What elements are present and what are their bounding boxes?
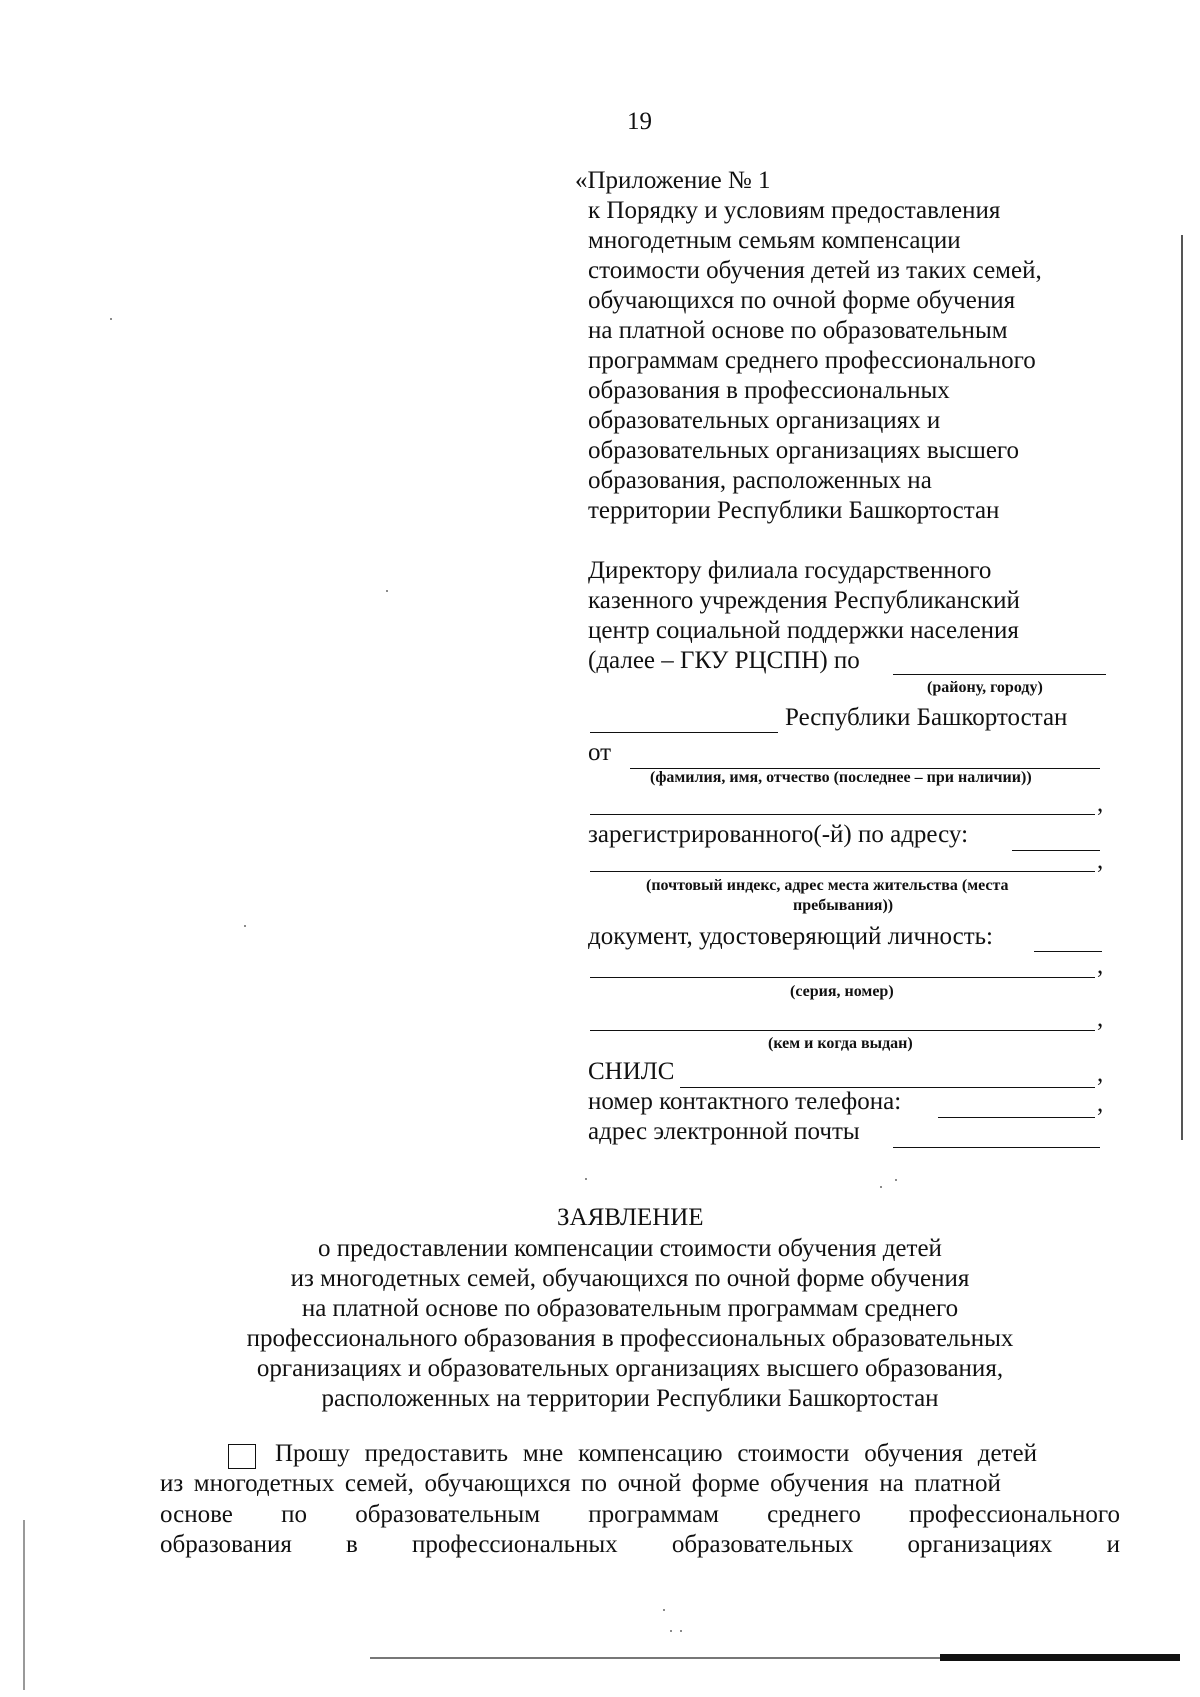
scan-speck	[110, 318, 112, 320]
body-word: по	[281, 1501, 307, 1528]
hint-address-1: (почтовый индекс, адрес места жительства (места	[646, 877, 1009, 894]
page-number: 19	[627, 108, 652, 135]
appendix-title: «Приложение № 1	[575, 167, 771, 194]
addressee-line: (далее – ГКУ РЦСПН) по	[588, 647, 860, 674]
phone-field[interactable]	[938, 1093, 1095, 1118]
address-field-1[interactable]	[1012, 826, 1100, 851]
scan-speck	[386, 590, 388, 592]
appendix-line: на платной основе по образовательным	[588, 317, 1008, 344]
scan-edge-left	[23, 1520, 25, 1690]
statement-subtitle-line: профессионального образования в профессиональных образовательных	[246, 1325, 1014, 1352]
body-line-1: Прошу предоставить мне компенсацию стоимости обучения детей	[275, 1440, 1037, 1467]
appendix-line: образовательных организациях и	[588, 407, 941, 434]
appendix-line: образования в профессиональных	[588, 377, 950, 404]
body-line-3	[160, 1500, 1120, 1530]
comma: ,	[1097, 847, 1104, 874]
snils-label: СНИЛС	[588, 1058, 675, 1085]
hint-series: (серия, номер)	[790, 983, 894, 1000]
appendix-line: к Порядку и условиям предоставления	[588, 197, 1001, 224]
appendix-line: обучающихся по очной форме обучения	[588, 287, 1016, 314]
body-word: в	[346, 1531, 358, 1558]
hint-address-2: пребывания))	[793, 897, 894, 914]
scan-speck	[880, 1186, 882, 1188]
appendix-line: программам среднего профессионального	[588, 347, 1036, 374]
statement-subtitle-line: организациях и образовательных организациях высшего образования,	[256, 1355, 1004, 1382]
statement-subtitle-line: из многодетных семей, обучающихся по очной форме обучения	[290, 1265, 970, 1292]
scan-edge-right	[1181, 235, 1183, 1140]
statement-subtitle-line: расположенных на территории Республики Башкортостан	[321, 1385, 939, 1412]
scan-speck	[244, 925, 246, 927]
applicant-name-field-2[interactable]	[590, 792, 1095, 815]
district-field[interactable]	[893, 650, 1106, 675]
document-series-field[interactable]	[590, 955, 1095, 978]
addressee-line: центр социальной поддержки населения	[588, 617, 1019, 644]
document-field-1[interactable]	[1034, 927, 1102, 952]
comma: ,	[1097, 1060, 1104, 1087]
body-word: организациях	[907, 1531, 1053, 1558]
body-line-2: из многодетных семей, обучающихся по очной форме обучения на платной	[160, 1470, 1001, 1497]
body-line-4	[160, 1530, 1120, 1560]
body-word: основе	[160, 1501, 233, 1528]
republic-label: Республики Башкортостан	[785, 704, 1068, 731]
scan-speck	[585, 1178, 587, 1180]
body-word: и	[1106, 1531, 1120, 1558]
statement-title: ЗАЯВЛЕНИЕ	[557, 1204, 704, 1231]
registered-label: зарегистрированного(-й) по адресу:	[588, 821, 969, 848]
body-word: профессиональных	[412, 1531, 618, 1558]
addressee-line: Директору филиала государственного	[588, 557, 992, 584]
body-word: программам	[588, 1501, 719, 1528]
body-word: образовательным	[355, 1501, 541, 1528]
region-field[interactable]	[590, 706, 778, 733]
phone-label: номер контактного телефона:	[588, 1088, 902, 1115]
email-label: адрес электронной почты	[588, 1118, 860, 1145]
scan-bottom-bar-thick	[940, 1654, 1180, 1661]
comma: ,	[1097, 790, 1104, 817]
snils-field[interactable]	[680, 1063, 1095, 1088]
scan-speck	[895, 1179, 897, 1181]
email-field[interactable]	[893, 1123, 1100, 1148]
statement-subtitle-line: о предоставлении компенсации стоимости обучения детей	[318, 1235, 942, 1262]
hint-issued: (кем и когда выдан)	[768, 1035, 913, 1052]
comma: ,	[1097, 1005, 1104, 1032]
addressee-line: казенного учреждения Республиканский	[588, 587, 1020, 614]
request-checkbox[interactable]	[228, 1444, 256, 1469]
hint-name: (фамилия, имя, отчество (последнее – при наличии))	[650, 769, 1032, 786]
scan-speck	[670, 1630, 672, 1632]
appendix-line: стоимости обучения детей из таких семей,	[588, 257, 1042, 284]
body-word: среднего	[767, 1501, 861, 1528]
body-word: профессионального	[909, 1501, 1120, 1528]
scan-speck	[663, 1609, 665, 1611]
document-issued-field[interactable]	[590, 1008, 1095, 1031]
applicant-name-field[interactable]	[630, 743, 1100, 769]
comma: ,	[1097, 952, 1104, 979]
hint-district: (району, городу)	[927, 679, 1043, 696]
appendix-line: территории Республики Башкортостан	[588, 497, 1000, 524]
statement-subtitle-line: на платной основе по образовательным программам среднего	[301, 1295, 959, 1322]
document-label: документ, удостоверяющий личность:	[588, 923, 993, 950]
appendix-line: образования, расположенных на	[588, 467, 932, 494]
from-label: от	[588, 739, 612, 766]
appendix-line: образовательных организациях высшего	[588, 437, 1020, 464]
scan-speck	[680, 1630, 682, 1632]
appendix-line: многодетным семьям компенсации	[588, 227, 961, 254]
comma: ,	[1097, 1090, 1104, 1117]
address-field-2[interactable]	[590, 851, 1095, 872]
body-word: образовательных	[671, 1531, 854, 1558]
body-word: образования	[160, 1531, 292, 1558]
